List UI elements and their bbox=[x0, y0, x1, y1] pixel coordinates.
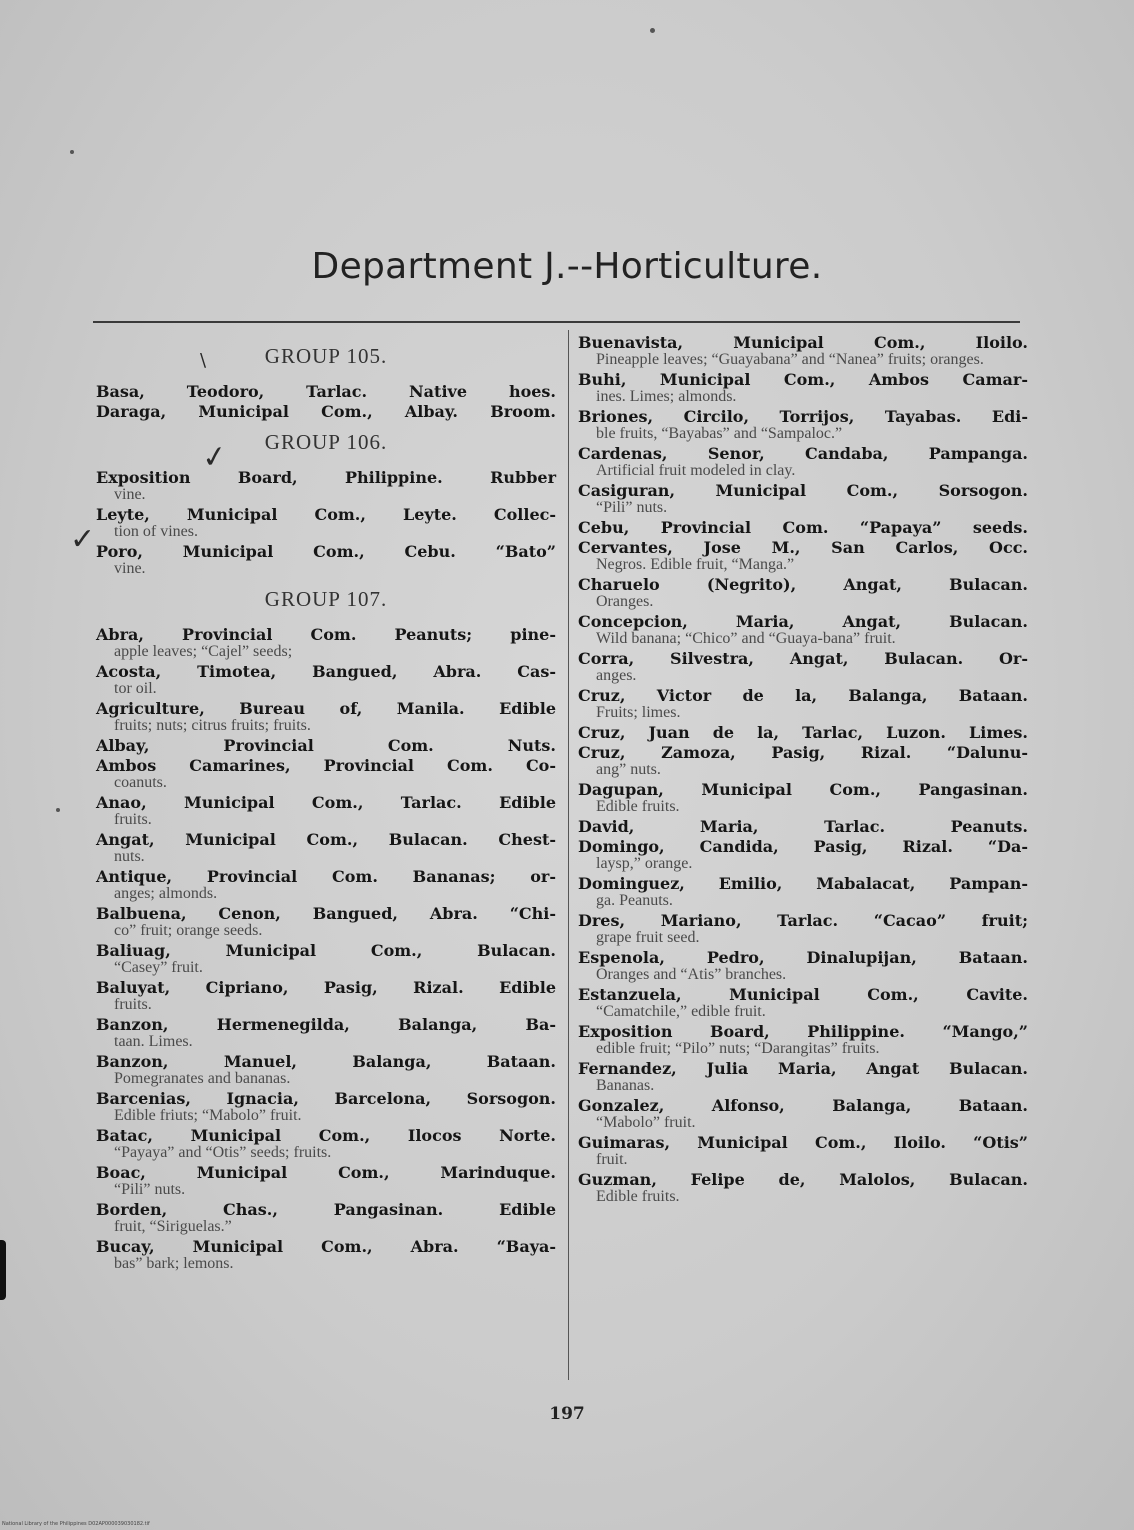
catalog-entry bbox=[96, 794, 556, 828]
page-number: 197 bbox=[549, 1404, 585, 1424]
catalog-entry bbox=[578, 613, 1028, 647]
entry-exhibit: fruits. bbox=[114, 811, 152, 828]
entry-exhibitor: Espenola, Pedro, Dinalupijan, Bataan. bbox=[578, 948, 1028, 967]
entry-exhibitor: Angat, Municipal Com., Bulacan. Chest- bbox=[96, 830, 556, 849]
page-title: Department J.--Horticulture. bbox=[311, 246, 823, 287]
catalog-entry bbox=[578, 1060, 1028, 1094]
entry-exhibitor: Basa, Teodoro, Tarlac. Native hoes. bbox=[96, 382, 556, 401]
entry-exhibitor: Domingo, Candida, Pasig, Rizal. “Da- bbox=[578, 837, 1028, 856]
entry-exhibit: Oranges and “Atis” branches. bbox=[596, 966, 787, 983]
entry-exhibitor: Guzman, Felipe de, Malolos, Bulacan. bbox=[578, 1170, 1028, 1189]
entry-exhibit: grape fruit seed. bbox=[596, 929, 700, 946]
catalog-entry bbox=[96, 942, 556, 976]
catalog-entry bbox=[578, 482, 1028, 516]
entry-exhibit: “Camatchile,” edible fruit. bbox=[596, 1003, 766, 1020]
entry-exhibit: vine. bbox=[114, 486, 146, 503]
scan-edge-mark bbox=[0, 1240, 6, 1300]
catalog-entry bbox=[578, 1171, 1028, 1205]
entry-exhibitor: Balbuena, Cenon, Bangued, Abra. “Chi- bbox=[96, 904, 556, 923]
entry-exhibitor: Anao, Municipal Com., Tarlac. Edible bbox=[96, 793, 556, 812]
entry-exhibit: nuts. bbox=[114, 848, 145, 865]
scan-speck bbox=[70, 150, 74, 154]
catalog-entry bbox=[578, 818, 1028, 835]
entry-exhibitor: Barcenias, Ignacia, Barcelona, Sorsogon. bbox=[96, 1089, 556, 1108]
catalog-entry bbox=[578, 875, 1028, 909]
entry-exhibit: Edible fruits. bbox=[596, 798, 680, 815]
catalog-entry bbox=[578, 838, 1028, 872]
catalog-entry bbox=[96, 1016, 556, 1050]
entry-exhibit: “Mabolo” fruit. bbox=[596, 1114, 696, 1131]
entry-exhibit: Edible friuts; “Mabolo” fruit. bbox=[114, 1107, 302, 1124]
entry-exhibitor: Briones, Circilo, Torrijos, Tayabas. Edi- bbox=[578, 407, 1028, 426]
entry-exhibit: Negros. Edible fruit, “Manga.” bbox=[596, 556, 795, 573]
entry-exhibitor: David, Maria, Tarlac. Peanuts. bbox=[578, 817, 1028, 836]
entry-exhibitor: Albay, Provincial Com. Nuts. bbox=[96, 736, 556, 755]
entry-exhibit: taan. Limes. bbox=[114, 1033, 193, 1050]
group-heading: GROUP 106. bbox=[264, 430, 388, 454]
entry-exhibitor: Cebu, Provincial Com. “Papaya” seeds. bbox=[578, 518, 1028, 537]
catalog-entry bbox=[96, 506, 556, 540]
catalog-entry bbox=[578, 519, 1028, 536]
entry-exhibitor: Daraga, Municipal Com., Albay. Broom. bbox=[96, 402, 556, 421]
catalog-entry bbox=[578, 687, 1028, 721]
entry-exhibit: anges; almonds. bbox=[114, 885, 218, 902]
entry-exhibitor: Cervantes, Jose M., San Carlos, Occ. bbox=[578, 538, 1028, 557]
entry-exhibitor: Poro, Municipal Com., Cebu. “Bato” bbox=[96, 542, 556, 561]
entry-exhibitor: Buhi, Municipal Com., Ambos Camar- bbox=[578, 370, 1028, 389]
entry-exhibit: ines. Limes; almonds. bbox=[596, 388, 737, 405]
catalog-entry bbox=[96, 831, 556, 865]
column-divider bbox=[568, 330, 569, 1380]
entry-exhibitor: Borden, Chas., Pangasinan. Edible bbox=[96, 1200, 556, 1219]
catalog-entry bbox=[96, 979, 556, 1013]
catalog-entry bbox=[578, 781, 1028, 815]
entry-exhibitor: Cruz, Zamoza, Pasig, Rizal. “Dalunu- bbox=[578, 743, 1028, 762]
entry-exhibit: laysp,” orange. bbox=[596, 855, 693, 872]
entry-exhibit: edible fruit; “Pilo” nuts; “Darangitas” fruits. bbox=[596, 1040, 880, 1057]
entry-exhibitor: Cardenas, Senor, Candaba, Pampanga. bbox=[578, 444, 1028, 463]
catalog-entry bbox=[578, 371, 1028, 405]
entry-exhibitor: Dominguez, Emilio, Mabalacat, Pampan- bbox=[578, 874, 1028, 893]
entry-exhibit: “Pili” nuts. bbox=[596, 499, 668, 516]
entry-exhibitor: Gonzalez, Alfonso, Balanga, Bataan. bbox=[578, 1096, 1028, 1115]
entry-exhibitor: Estanzuela, Municipal Com., Cavite. bbox=[578, 985, 1028, 1004]
entry-exhibit: tor oil. bbox=[114, 680, 157, 697]
entry-exhibitor: Leyte, Municipal Com., Leyte. Collec- bbox=[96, 505, 556, 524]
entry-exhibit: fruits; nuts; citrus fruits; fruits. bbox=[114, 717, 311, 734]
catalog-entry bbox=[578, 576, 1028, 610]
entry-exhibit: “Payaya” and “Otis” seeds; fruits. bbox=[114, 1144, 332, 1161]
entry-exhibitor: Fernandez, Julia Maria, Angat Bulacan. bbox=[578, 1059, 1028, 1078]
catalog-entry bbox=[578, 1097, 1028, 1131]
entry-exhibit: apple leaves; “Cajel” seeds; bbox=[114, 643, 293, 660]
entry-exhibitor: Cruz, Juan de la, Tarlac, Luzon. Limes. bbox=[578, 723, 1028, 742]
entry-exhibitor: Banzon, Manuel, Balanga, Bataan. bbox=[96, 1052, 556, 1071]
entry-exhibit: Bananas. bbox=[596, 1077, 655, 1094]
catalog-entry bbox=[578, 408, 1028, 442]
entry-exhibitor: Bucay, Municipal Com., Abra. “Baya- bbox=[96, 1237, 556, 1256]
right-column bbox=[578, 334, 1028, 1208]
catalog-entry bbox=[96, 1238, 556, 1272]
entry-exhibit: bas” bark; lemons. bbox=[114, 1255, 234, 1272]
entry-exhibitor: Acosta, Timotea, Bangued, Abra. Cas- bbox=[96, 662, 556, 681]
catalog-entry bbox=[96, 700, 556, 734]
entry-exhibitor: Dres, Mariano, Tarlac. “Cacao” fruit; bbox=[578, 911, 1028, 930]
catalog-entry bbox=[96, 905, 556, 939]
entry-exhibit: ga. Peanuts. bbox=[596, 892, 673, 909]
check-mark: \ bbox=[200, 350, 207, 371]
entry-exhibitor: Banzon, Hermenegilda, Balanga, Ba- bbox=[96, 1015, 556, 1034]
entry-exhibit: vine. bbox=[114, 560, 146, 577]
entry-exhibit: co” fruit; orange seeds. bbox=[114, 922, 263, 939]
catalog-entry bbox=[578, 1023, 1028, 1057]
entry-exhibit: Pomegranates and bananas. bbox=[114, 1070, 291, 1087]
entry-exhibitor: Baliuag, Municipal Com., Bulacan. bbox=[96, 941, 556, 960]
entry-exhibit: Artificial fruit modeled in clay. bbox=[596, 462, 796, 479]
entry-exhibit: fruit. bbox=[596, 1151, 628, 1168]
entry-exhibitor: Antique, Provincial Com. Bananas; or- bbox=[96, 867, 556, 886]
catalog-entry bbox=[578, 949, 1028, 983]
entry-exhibit: ble fruits, “Bayabas” and “Sampaloc.” bbox=[596, 425, 843, 442]
catalog-entry bbox=[96, 383, 556, 400]
entry-exhibit: Edible fruits. bbox=[596, 1188, 680, 1205]
catalog-entry bbox=[96, 469, 556, 503]
catalog-entry bbox=[578, 724, 1028, 741]
entry-exhibitor: Buenavista, Municipal Com., Iloilo. bbox=[578, 333, 1028, 352]
group-heading: GROUP 107. bbox=[264, 587, 388, 611]
scan-speck bbox=[56, 808, 60, 812]
footer-watermark: National Library of the Philippines D02AP000039030182.tif bbox=[2, 1521, 150, 1527]
catalog-entry bbox=[578, 1134, 1028, 1168]
entry-exhibitor: Batac, Municipal Com., Ilocos Norte. bbox=[96, 1126, 556, 1145]
scan-speck bbox=[650, 28, 655, 33]
entry-exhibitor: Concepcion, Maria, Angat, Bulacan. bbox=[578, 612, 1028, 631]
title-rule bbox=[93, 321, 1020, 323]
entry-exhibitor: Exposition Board, Philippine. “Mango,” bbox=[578, 1022, 1028, 1041]
entry-exhibit: anges. bbox=[596, 667, 637, 684]
entry-exhibitor: Agriculture, Bureau of, Manila. Edible bbox=[96, 699, 556, 718]
entry-exhibit: fruits. bbox=[114, 996, 152, 1013]
entry-exhibit: Wild banana; “Chico” and “Guaya-bana” fruit. bbox=[596, 630, 896, 647]
entry-exhibitor: Guimaras, Municipal Com., Iloilo. “Otis” bbox=[578, 1133, 1028, 1152]
entry-exhibitor: Charuelo (Negrito), Angat, Bulacan. bbox=[578, 575, 1028, 594]
catalog-entry bbox=[96, 1127, 556, 1161]
catalog-entry bbox=[96, 403, 556, 420]
catalog-entry bbox=[96, 737, 556, 754]
entry-exhibitor: Dagupan, Municipal Com., Pangasinan. bbox=[578, 780, 1028, 799]
group-heading: GROUP 105. bbox=[264, 344, 388, 368]
catalog-entry bbox=[578, 334, 1028, 368]
catalog-entry bbox=[96, 1090, 556, 1124]
entry-exhibitor: Corra, Silvestra, Angat, Bulacan. Or- bbox=[578, 649, 1028, 668]
catalog-entry bbox=[96, 1201, 556, 1235]
entry-exhibitor: Cruz, Victor de la, Balanga, Bataan. bbox=[578, 686, 1028, 705]
catalog-entry bbox=[96, 626, 556, 660]
entry-exhibit: “Pili” nuts. bbox=[114, 1181, 186, 1198]
catalog-entry bbox=[578, 744, 1028, 778]
catalog-entry bbox=[578, 650, 1028, 684]
entry-exhibit: Oranges. bbox=[596, 593, 654, 610]
check-mark: ✓ bbox=[199, 438, 230, 477]
catalog-entry bbox=[96, 1164, 556, 1198]
catalog-entry bbox=[578, 539, 1028, 573]
entry-exhibit: Pineapple leaves; “Guayabana” and “Nanea” fruits; oranges. bbox=[596, 351, 984, 368]
entry-exhibitor: Boac, Municipal Com., Marinduque. bbox=[96, 1163, 556, 1182]
entry-exhibitor: Abra, Provincial Com. Peanuts; pine- bbox=[96, 625, 556, 644]
left-column bbox=[96, 334, 556, 1275]
entry-exhibit: fruit, “Siriguelas.” bbox=[114, 1218, 232, 1235]
entry-exhibitor: Baluyat, Cipriano, Pasig, Rizal. Edible bbox=[96, 978, 556, 997]
entry-exhibit: Fruits; limes. bbox=[596, 704, 681, 721]
catalog-entry bbox=[578, 445, 1028, 479]
entry-exhibit: “Casey” fruit. bbox=[114, 959, 203, 976]
check-mark: ✓ bbox=[70, 522, 96, 557]
entry-exhibit: tion of vines. bbox=[114, 523, 198, 540]
catalog-entry bbox=[96, 543, 556, 577]
entry-exhibit: coanuts. bbox=[114, 774, 167, 791]
entry-exhibit: ang” nuts. bbox=[596, 761, 661, 778]
catalog-entry bbox=[96, 663, 556, 697]
catalog-entry bbox=[578, 986, 1028, 1020]
catalog-entry bbox=[96, 868, 556, 902]
entry-exhibitor: Ambos Camarines, Provincial Com. Co- bbox=[96, 756, 556, 775]
catalog-entry bbox=[96, 757, 556, 791]
entry-exhibitor: Exposition Board, Philippine. Rubber bbox=[96, 468, 556, 487]
entry-exhibitor: Casiguran, Municipal Com., Sorsogon. bbox=[578, 481, 1028, 500]
catalog-entry bbox=[96, 1053, 556, 1087]
catalog-entry bbox=[578, 912, 1028, 946]
